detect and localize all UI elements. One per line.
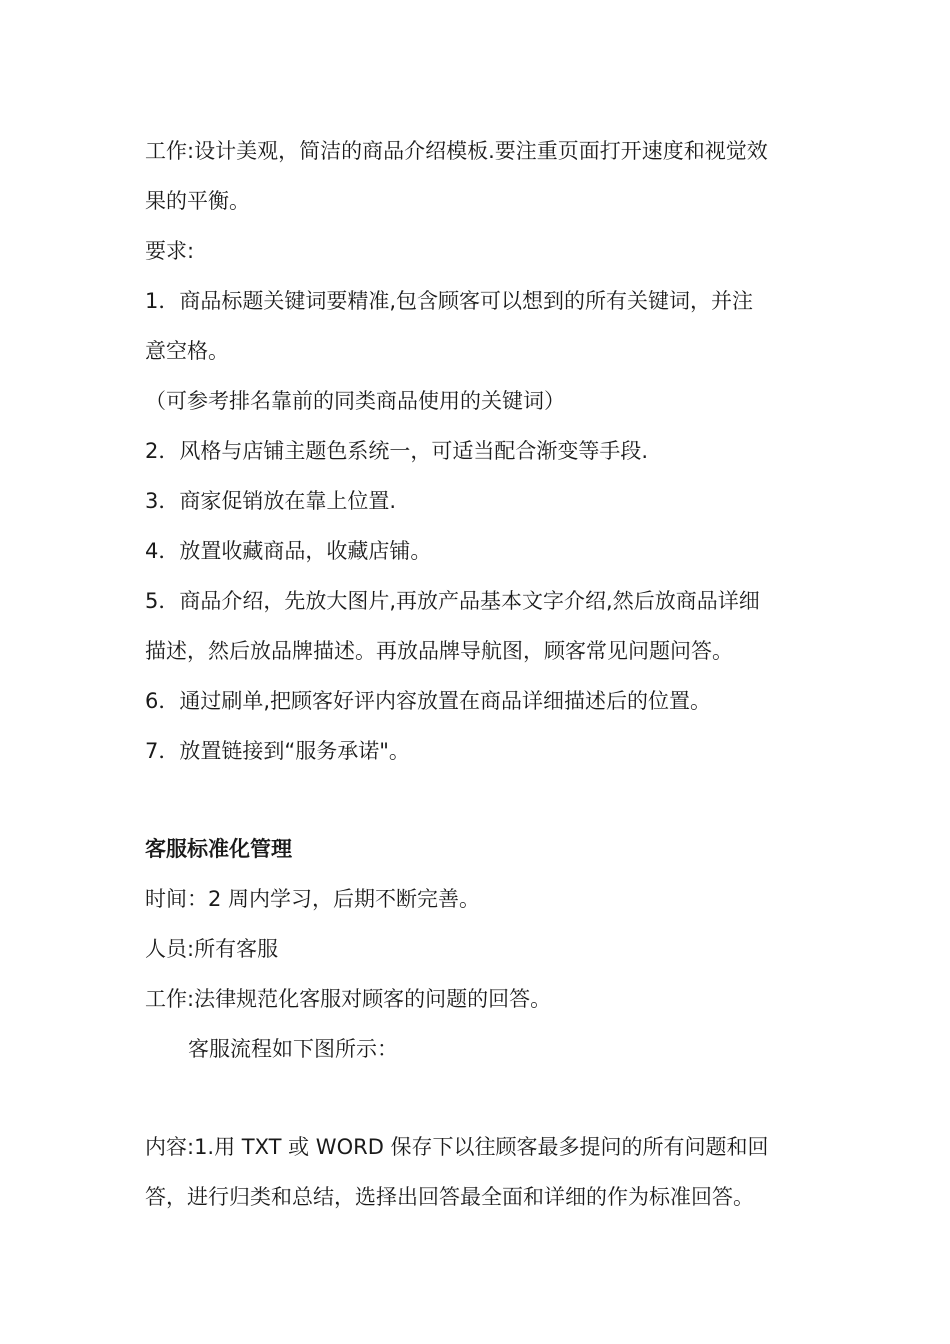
content-line-1: 内容:1.用 TXT 或 WORD 保存下以往顾客最多提问的所有问题和回	[145, 1135, 769, 1159]
content-line-2: 答，进行归类和总结，选择出回答最全面和详细的作为标准回答。	[145, 1185, 754, 1209]
requirement-item-6: 6．通过刷单,把顾客好评内容放置在商品详细描述后的位置。	[145, 689, 712, 713]
requirement-item-5-line-1: 5．商品介绍，先放大图片,再放产品基本文字介绍,然后放商品详细	[145, 589, 760, 613]
requirement-item-4: 4．放置收藏商品，收藏店铺。	[145, 539, 432, 563]
requirement-item-3: 3．商家促销放在靠上位置.	[145, 489, 397, 513]
requirement-item-7: 7．放置链接到“服务承诺"。	[145, 739, 410, 763]
requirement-item-1-line-2: 意空格。	[145, 339, 229, 363]
requirement-item-1-note: （可参考排名靠前的同类商品使用的关键词）	[145, 389, 565, 413]
requirement-item-5-line-2: 描述，然后放品牌描述。再放品牌导航图，顾客常见问题问答。	[145, 639, 733, 663]
work-line-2: 果的平衡。	[145, 189, 250, 213]
work-line-1: 工作:设计美观，简洁的商品介绍模板.要注重页面打开速度和视觉效	[145, 139, 768, 163]
work-description: 工作:法律规范化客服对顾客的问题的回答。	[145, 987, 552, 1011]
time-line: 时间：2 周内学习，后期不断完善。	[145, 887, 481, 911]
section-heading: 客服标准化管理	[145, 837, 292, 861]
requirement-item-2: 2．风格与店铺主题色系统一，可适当配合渐变等手段.	[145, 439, 649, 463]
requirements-label: 要求:	[145, 239, 195, 263]
flow-intro: 客服流程如下图所示：	[188, 1037, 398, 1061]
staff-line: 人员:所有客服	[145, 937, 279, 961]
requirement-item-1-line-1: 1．商品标题关键词要精准,包含顾客可以想到的所有关键词，并注	[145, 289, 754, 313]
